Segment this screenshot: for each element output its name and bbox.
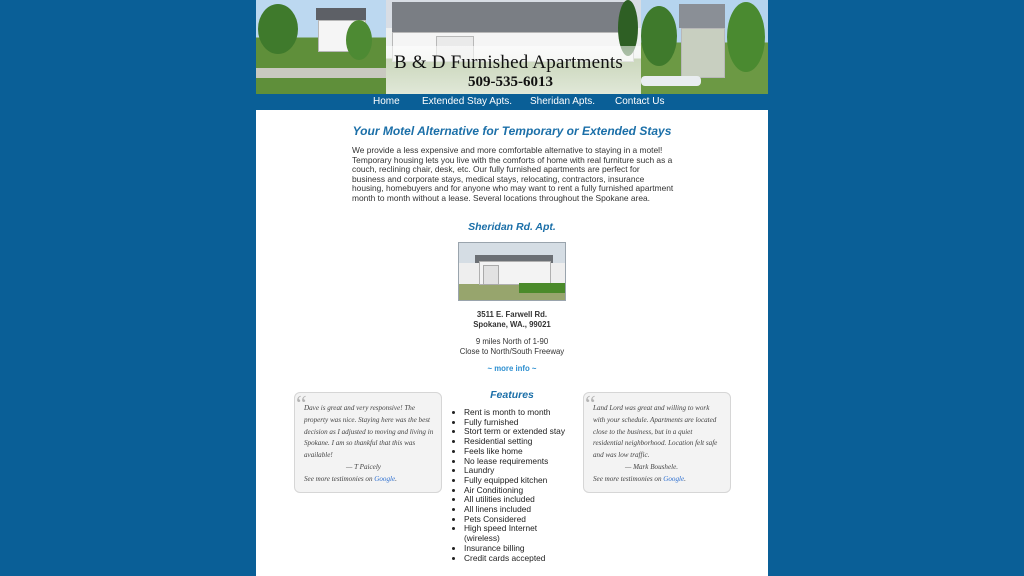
- list-item: • Air Conditioning: [464, 486, 574, 496]
- testimonial-text: Dave is great and very responsive! The property was nice. Staying here was the best decision as I adjusted to moving and living in Spokane. I am so thankful that this was available!: [304, 404, 434, 460]
- google-reviews-link[interactable]: Google: [374, 474, 396, 483]
- testimonial-more-suffix: .: [395, 474, 397, 483]
- more-info-link[interactable]: ~ more info ~: [487, 364, 537, 373]
- site-phone-number: 509-535-6013: [468, 74, 553, 90]
- nav-item-contact[interactable]: Contact Us: [615, 96, 665, 107]
- intro-paragraph: We provide a less expensive and more comfortable alternative to staying in a motel! Temporary housing lets you live with the comforts of home with real furniture such as a couch, reclining chair, desk, etc. Our fully furnished apartments are perfect for business and corporate stays, medical stays, relocating, contractors, insurance housing, homebuyers and for anyone who may want to rent a fully furnished apartment month to month without a lease. Several locations throughout the Spokane area.: [352, 145, 674, 203]
- address-line-2: Spokane, WA., 99021: [473, 320, 551, 329]
- page-wrapper: [256, 0, 768, 576]
- list-item: • Rent is month to month: [464, 408, 574, 418]
- list-item: • Insurance billing: [464, 544, 574, 554]
- house-photo-right: [641, 0, 768, 94]
- address-line-1: 3511 E. Farwell Rd.: [476, 310, 548, 319]
- directions-line-1: 9 miles North of 1-90: [475, 337, 549, 346]
- testimonial-card: [583, 392, 731, 493]
- list-item: • High speed Internet (wireless): [464, 524, 574, 543]
- testimonial-more: [304, 474, 434, 486]
- main-nav: [256, 94, 768, 110]
- location-address: [256, 310, 768, 330]
- google-reviews-link[interactable]: Google: [663, 474, 685, 483]
- features-list: [452, 408, 574, 563]
- list-item: • Credit cards accepted: [464, 554, 574, 564]
- nav-item-sheridan[interactable]: Sheridan Apts.: [530, 96, 596, 107]
- nav-item-home[interactable]: Home: [373, 96, 400, 107]
- testimonial-author: — Mark Boushele.: [625, 462, 678, 471]
- list-item: • Pets Considered: [464, 515, 574, 525]
- list-item: • All utilities included: [464, 495, 574, 505]
- list-item: • Feels like home: [464, 447, 574, 457]
- testimonial-more-text: See more testimonies on: [593, 474, 664, 483]
- list-item: • No lease requirements: [464, 457, 574, 467]
- quote-mark-icon: “: [296, 392, 307, 418]
- page-tagline: Your Motel Alternative for Temporary or Extended Stays: [352, 124, 672, 138]
- site-logo-name: B & D Furnished Apartments: [394, 52, 623, 73]
- testimonial-author: — T Paicely: [346, 462, 381, 471]
- house-photo-left: [256, 0, 386, 94]
- quote-mark-icon: “: [585, 392, 596, 418]
- list-item: • Fully equipped kitchen: [464, 476, 574, 486]
- list-item: • Stort term or extended stay: [464, 427, 574, 437]
- testimonial-more: [593, 474, 723, 486]
- location-photo[interactable]: [458, 242, 566, 301]
- directions-line-2: Close to North/South Freeway: [459, 347, 565, 356]
- testimonial-text: Land Lord was great and willing to work with your schedule. Apartments are located close to the business, but in a quiet residential neighborhood. Location felt safe and was low traffic.: [593, 404, 718, 460]
- features-title: Features: [490, 389, 534, 401]
- main-content: [256, 110, 768, 576]
- location-title: Sheridan Rd. Apt.: [468, 221, 556, 233]
- testimonial-more-text: See more testimonies on: [304, 474, 375, 483]
- testimonial-card: [294, 392, 442, 493]
- list-item: • Laundry: [464, 466, 574, 476]
- list-item: • All linens included: [464, 505, 574, 515]
- nav-item-extended-stay[interactable]: Extended Stay Apts.: [422, 96, 513, 107]
- header-banner: [256, 0, 768, 94]
- list-item: • Fully furnished: [464, 418, 574, 428]
- location-directions: [256, 337, 768, 357]
- testimonial-more-suffix: .: [684, 474, 686, 483]
- list-item: • Residential setting: [464, 437, 574, 447]
